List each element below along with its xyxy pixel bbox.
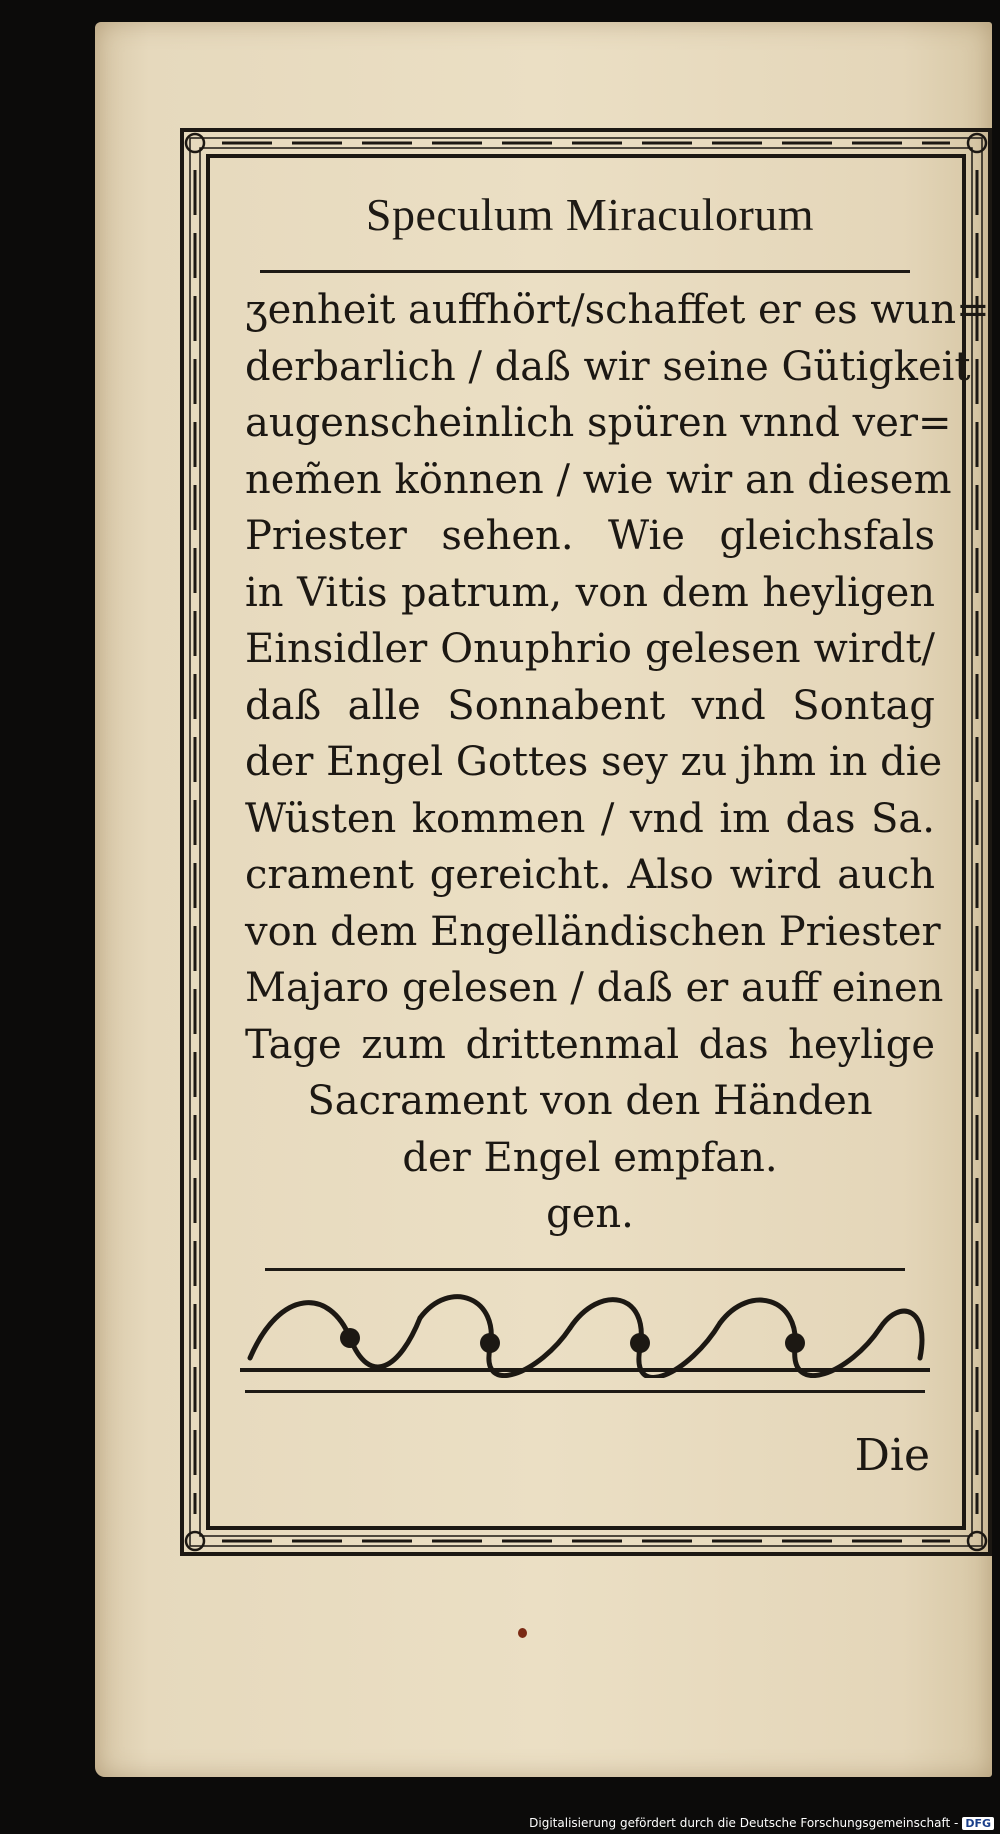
running-head: Speculum Miraculorum bbox=[365, 189, 815, 240]
text-line: Tage zum drittenmal das heylige bbox=[245, 1021, 935, 1068]
text-line-centered: der Engel empfan. bbox=[402, 1134, 778, 1181]
text-line: ʒenheit auffhört/schaffet er es wun= bbox=[245, 287, 990, 333]
text-line-centered: Sacrament von den Händen bbox=[307, 1078, 873, 1124]
text-line: von dem Engelländischen Priester bbox=[245, 908, 941, 955]
footer-text: Digitalisierung gefördert durch die Deutsche Forschungsgemeinschaft - bbox=[529, 1816, 959, 1830]
text-line: Wüsten kommen / vnd im das Sa. bbox=[245, 795, 935, 842]
ornament-rule-bottom bbox=[245, 1390, 925, 1393]
text-line: derbarlich / daß wir seine Gütigkeit bbox=[245, 343, 971, 390]
text-line: der Engel Gottes sey zu jhm in die bbox=[245, 739, 943, 785]
text-line: crament gereicht. Also wird auch bbox=[245, 852, 935, 898]
text-line: Einsidler Onuphrio gelesen wirdt/ bbox=[245, 626, 935, 672]
text-line: Majaro gelesen / daß er auff einen bbox=[245, 965, 944, 1011]
ink-spot bbox=[518, 1628, 527, 1638]
ornament-band-icon bbox=[240, 1278, 930, 1378]
head-rule bbox=[260, 270, 910, 273]
text-line-centered: gen. bbox=[546, 1191, 634, 1237]
catchword: Die bbox=[854, 1430, 930, 1481]
text-line: Priester sehen. Wie gleichsfals bbox=[245, 513, 935, 559]
body-text bbox=[245, 282, 990, 1243]
text-line: daß alle Sonnabent vnd Sontag bbox=[245, 682, 935, 729]
ornament-rule-top bbox=[265, 1268, 905, 1271]
text-line: nem̃en können / wie wir an diesem bbox=[245, 456, 952, 503]
dfg-logo-icon: DFG bbox=[962, 1817, 994, 1830]
text-line: in Vitis patrum, von dem heyligen bbox=[245, 569, 935, 616]
text-line: augenscheinlich spüren vnnd ver= bbox=[245, 400, 952, 446]
footer-credit bbox=[529, 1816, 994, 1830]
